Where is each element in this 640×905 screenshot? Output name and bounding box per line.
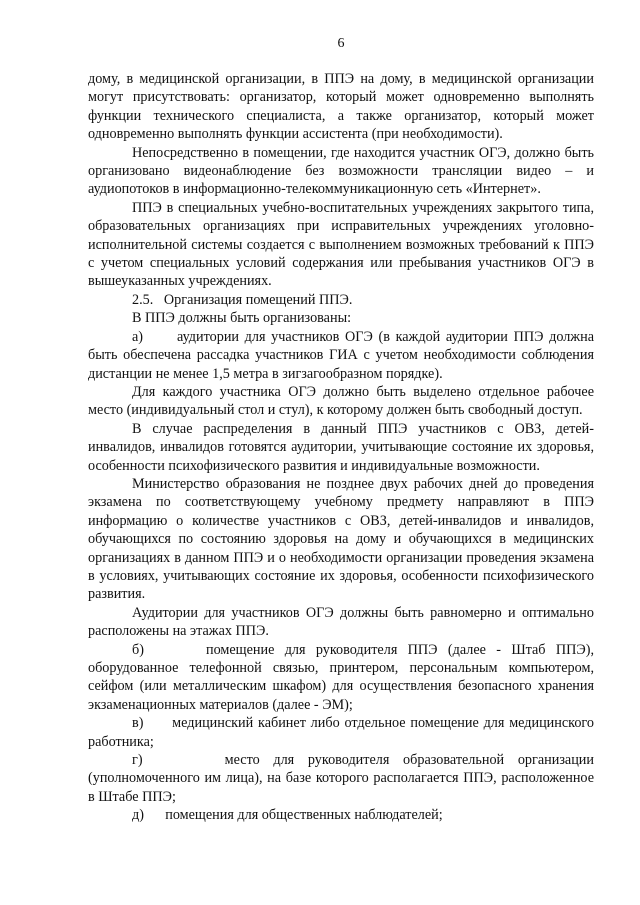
- paragraph-auditoriums: Аудитории для участников ОГЭ должны быть равномерно и оптимально расположены на этажах ППЭ.: [88, 604, 594, 640]
- list-item-a: а) аудитории для участников ОГЭ (в каждой аудитории ППЭ должна быть обеспечена рассадка участников ГИА с учетом необходимости соблюдения дистанции не менее 1,5 метра в зигзагообразном порядке).: [88, 328, 594, 382]
- paragraph-must-be-organized: В ППЭ должны быть организованы:: [132, 310, 352, 327]
- list-item-b: б) помещение для руководителя ППЭ (далее - Штаб ППЭ), оборудованное телефонной связью, принтером, персональным компьютером, сейфом (или металлическим шкафом) для осуществления безопасного хранения экзаменационных материалов (далее - ЭМ);: [88, 641, 594, 713]
- document-body: [88, 70, 594, 825]
- section-heading-2-5: 2.5. Организация помещений ППЭ.: [132, 291, 353, 308]
- page-number: 6: [337, 36, 345, 51]
- paragraph-ministry: Министерство образования не позднее двух рабочих дней до проведения экзамена по соответствующему учебному предмету направляют в ППЭ информацию о количестве участников с ОВЗ, детей-инвалидов и инвалидов, обучающихся по состоянию здоровья на дому и обучающихся в медицинских организациях в данном ППЭ и о необходимости организации проведения экзамена в условиях, учитывающих состояние их здоровья, особенности психофизического развития.: [88, 475, 594, 603]
- paragraph-workplace: Для каждого участника ОГЭ должно быть выделено отдельное рабочее место (индивидуальный стол и стул), к которому должен быть свободный доступ.: [88, 383, 594, 419]
- list-item-v: в) медицинский кабинет либо отдельное помещение для медицинского работника;: [88, 715, 594, 750]
- list-item-d: д) помещения для общественных наблюдателей;: [132, 807, 443, 824]
- paragraph-special-institutions: ППЭ в специальных учебно-воспитательных учреждениях закрытого типа, образовательных организациях при исправительных учреждениях уголовно-исполнительной системы создается с выполнением возможных требований к ППЭ с учетом специальных условий содержания или пребывания участников ОГЭ в вышеуказанных учреждениях.: [88, 199, 594, 290]
- paragraph-ovz-participants: В случае распределения в данный ППЭ участников с ОВЗ, детей-инвалидов, инвалидов готовятся аудитории, учитывающие состояние их здоровья, особенности психофизического развития и индивидуальные возможности.: [88, 420, 594, 474]
- list-item-g: г) место для руководителя образовательной организации (уполномоченного им лица), на базе которого располагается ППЭ, расположенное в Штабе ППЭ;: [88, 752, 594, 805]
- paragraph-continuation: дому, в медицинской организации, в ППЭ на дому, в медицинской организации могут присутствовать: организатор, который может одновременно выполнять функции технического специалиста, а также организатор, который может одновременно выполнять функции ассистента (при необходимости).: [88, 71, 594, 143]
- paragraph-video-surveillance: Непосредственно в помещении, где находится участник ОГЭ, должно быть организовано видеонаблюдение без возможности трансляции видео – и аудиопотоков в информационно-телекоммуникационную сеть «Интернет».: [88, 144, 594, 198]
